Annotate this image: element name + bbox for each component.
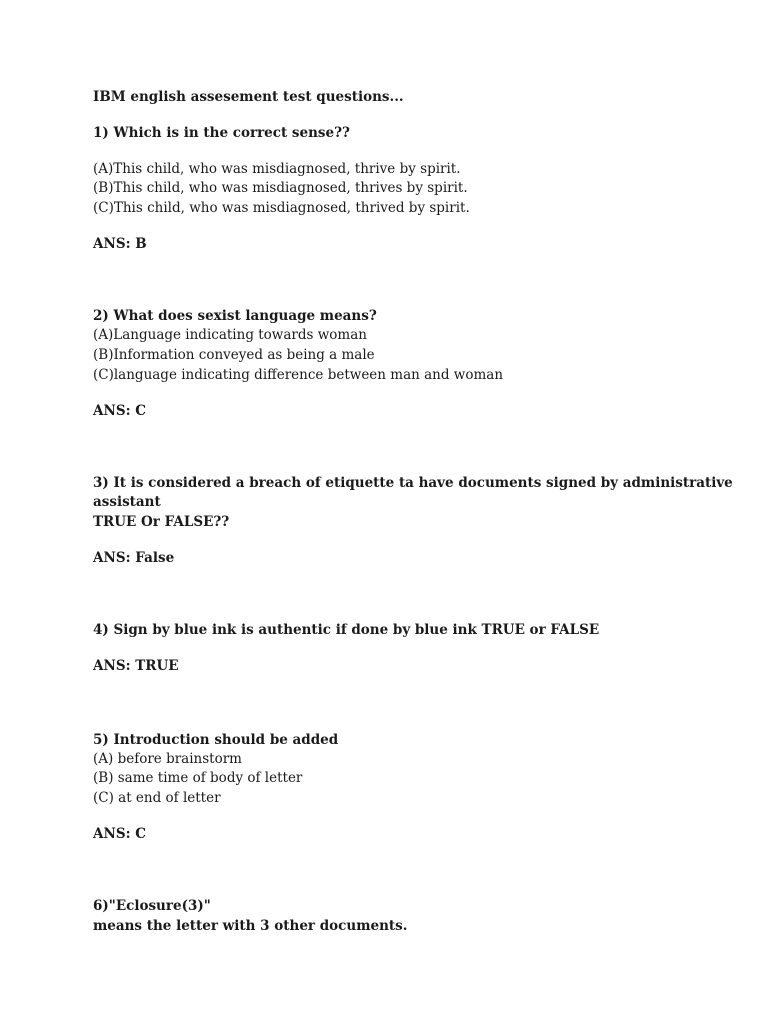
- question-3-line-2: assistant: [93, 494, 161, 510]
- document-title: IBM english assesement test questions...: [93, 89, 404, 105]
- question-1-option-c: (C)This child, who was misdiagnosed, thrived by spirit.: [93, 200, 470, 216]
- question-5: 5) Introduction should be added: [93, 732, 339, 748]
- question-6-line-2: means the letter with 3 other documents.: [93, 918, 408, 934]
- question-2-option-c: (C)language indicating difference between man and woman: [93, 367, 504, 383]
- question-5-answer: ANS: C: [93, 826, 146, 842]
- question-2-answer: ANS: C: [93, 403, 146, 419]
- question-3-answer: ANS: False: [93, 550, 175, 566]
- question-4: 4) Sign by blue ink is authentic if done by blue ink TRUE or FALSE: [93, 622, 600, 638]
- question-1-answer: ANS: B: [93, 236, 147, 252]
- question-4-answer: ANS: TRUE: [93, 658, 179, 674]
- question-5-option-c: (C) at end of letter: [93, 790, 221, 806]
- question-2-option-b: (B)Information conveyed as being a male: [93, 347, 375, 363]
- question-3-line-1: 3) It is considered a breach of etiquette ta have documents signed by administrative: [93, 475, 733, 491]
- question-3-line-3: TRUE Or FALSE??: [93, 514, 230, 530]
- question-2: 2) What does sexist language means?: [93, 308, 377, 324]
- question-1: 1) Which is in the correct sense??: [93, 125, 350, 141]
- question-1-option-a: (A)This child, who was misdiagnosed, thrive by spirit.: [93, 161, 461, 177]
- question-2-option-a: (A)Language indicating towards woman: [93, 327, 367, 343]
- question-1-option-b: (B)This child, who was misdiagnosed, thrives by spirit.: [93, 180, 468, 196]
- question-5-option-a: (A) before brainstorm: [93, 751, 242, 767]
- question-6-line-1: 6)"Eclosure(3)": [93, 898, 211, 914]
- question-5-option-b: (B) same time of body of letter: [93, 770, 303, 786]
